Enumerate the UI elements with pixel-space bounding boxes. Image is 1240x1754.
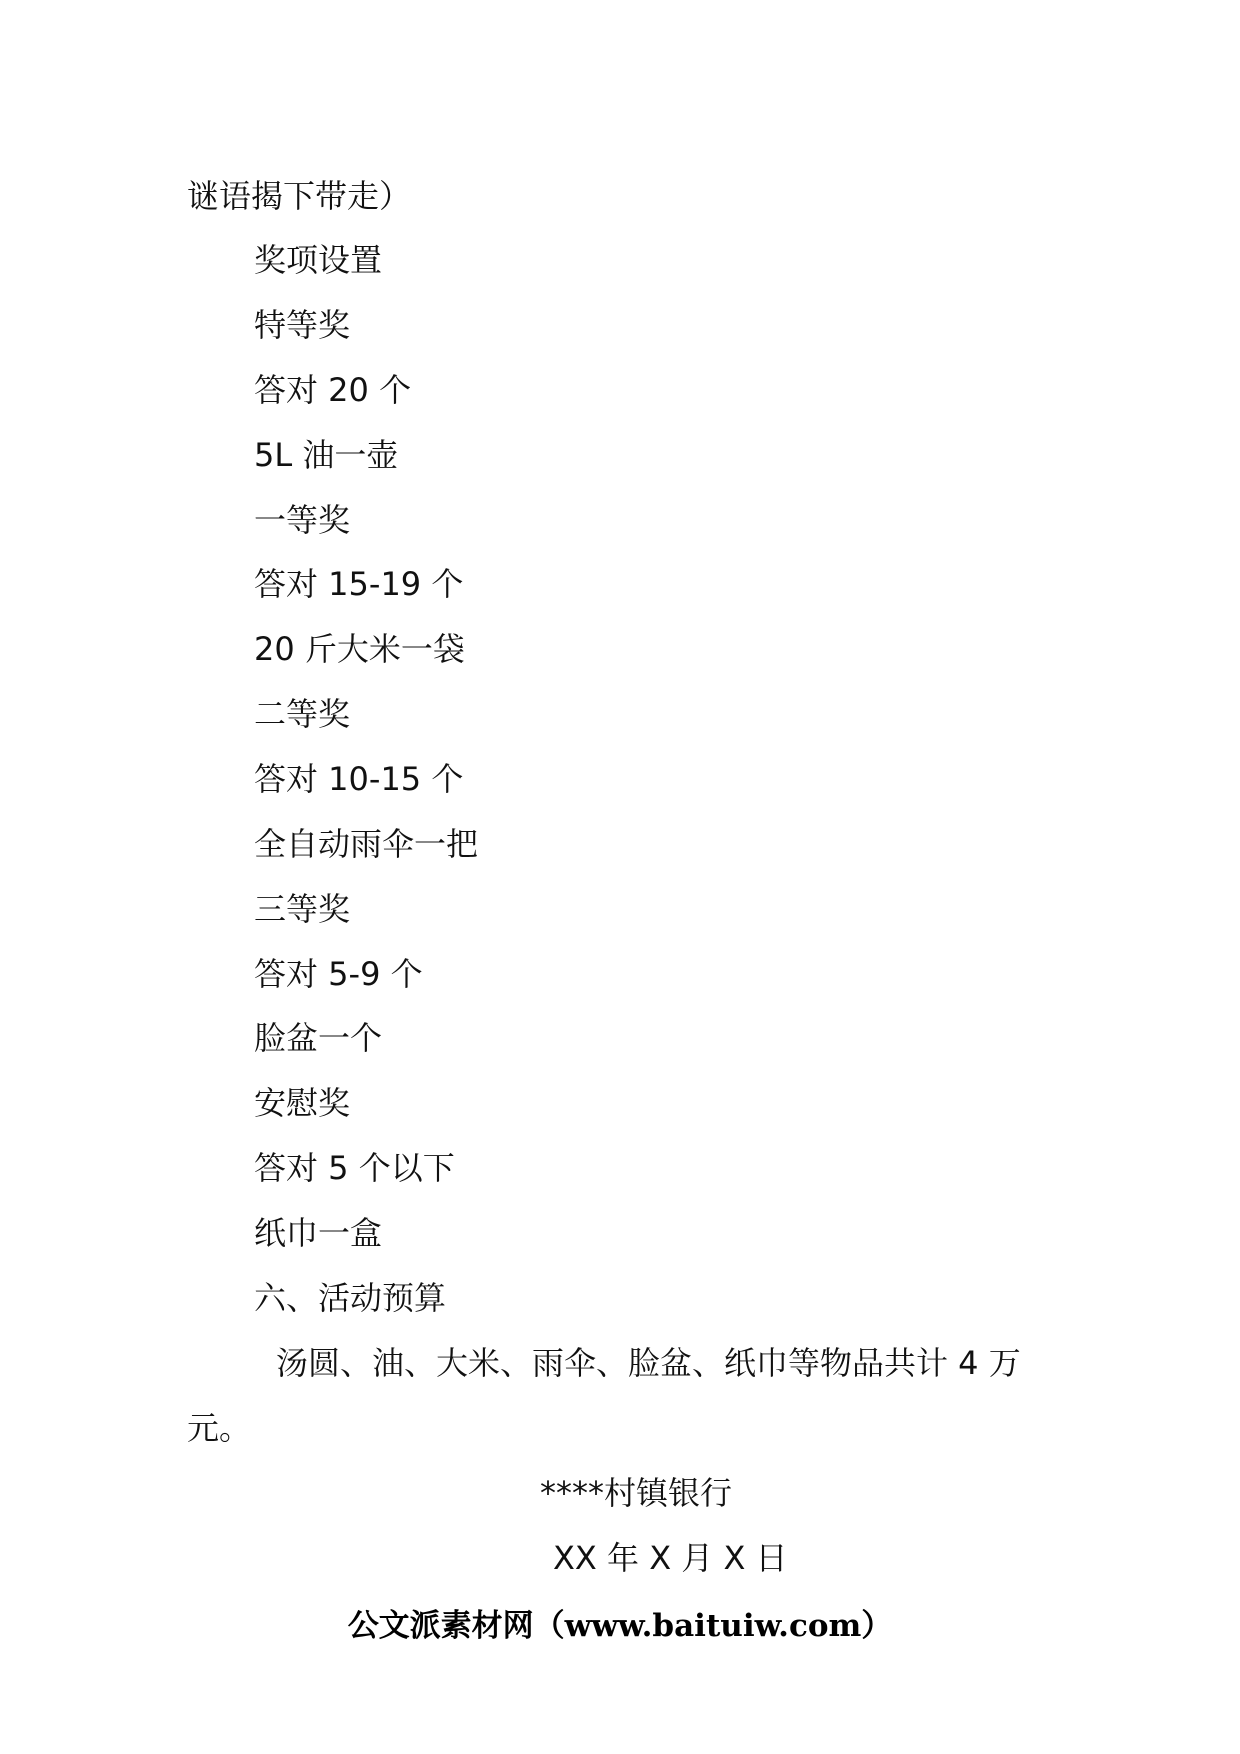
text-line: 纸巾一盒: [254, 1214, 383, 1252]
text-line: 安慰奖: [254, 1084, 351, 1122]
text-line: 三等奖: [254, 890, 351, 928]
text-line: 答对 5 个以下: [254, 1149, 455, 1187]
text-line: 二等奖: [254, 695, 351, 733]
text-line: 脸盆一个: [254, 1019, 383, 1057]
text-line: 谜语揭下带走）: [187, 177, 412, 215]
text-line: 一等奖: [254, 501, 351, 539]
text-line: 答对 5-9 个: [254, 955, 423, 993]
signature-line: ****村镇银行: [540, 1474, 733, 1512]
text-line: 特等奖: [254, 306, 351, 344]
footer-watermark: 公文派素材网（www.baituiw.com）: [347, 1608, 893, 1644]
text-line: 汤圆、油、大米、雨伞、脸盆、纸巾等物品共计 4 万: [276, 1344, 1021, 1382]
date-line: XX 年 X 月 X 日: [553, 1539, 788, 1577]
text-line: 答对 20 个: [254, 371, 412, 409]
text-line: 元。: [187, 1409, 252, 1447]
text-line: 奖项设置: [254, 241, 383, 279]
section-heading: 六、活动预算: [254, 1279, 447, 1317]
text-line: 全自动雨伞一把: [254, 825, 479, 863]
text-line: 5L 油一壶: [254, 436, 399, 474]
text-line: 答对 15-19 个: [254, 565, 464, 603]
text-line: 答对 10-15 个: [254, 760, 464, 798]
text-line: 20 斤大米一袋: [254, 630, 465, 668]
